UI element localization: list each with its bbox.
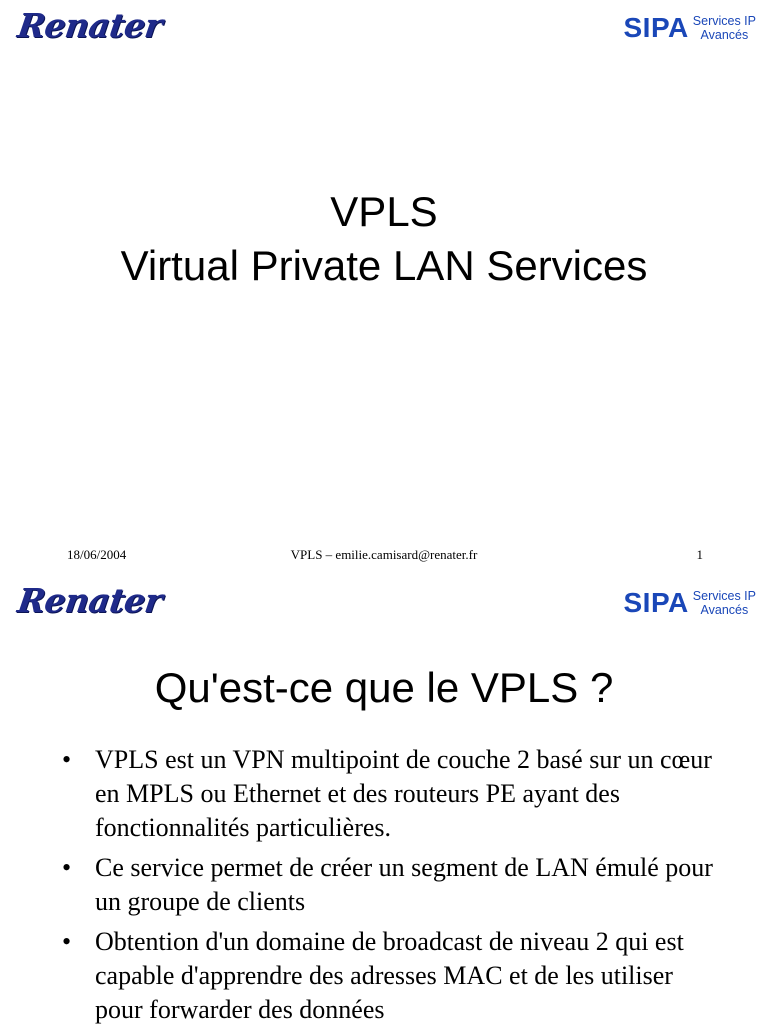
bullet-list bbox=[58, 743, 718, 1024]
bullet-item bbox=[58, 851, 718, 919]
footer-title-email: VPLS – emilie.camisard@renater.fr bbox=[290, 547, 478, 562]
slide-2 bbox=[0, 575, 768, 1024]
footer-page-number: 1 bbox=[696, 547, 703, 562]
bullet-text: Obtention d'un domaine de broadcast de niveau 2 qui est capable d'apprendre des adresses MAC et de les utiliser pour forwarder des données bbox=[95, 927, 684, 1024]
bullet-marker: • bbox=[62, 927, 72, 956]
sipa-logo-subtitle bbox=[693, 14, 756, 42]
slide-1-title bbox=[0, 185, 768, 293]
slide-2-title: Qu'est-ce que le VPLS ? bbox=[154, 664, 614, 711]
bullet-marker: • bbox=[62, 853, 72, 882]
sipa-subtitle-line-1: Services IP bbox=[692, 14, 756, 28]
sipa-subtitle-line-2: Avancés bbox=[700, 603, 749, 617]
sipa-logo bbox=[624, 587, 757, 619]
bullet-text: Ce service permet de créer un segment de LAN émulé pour un groupe de clients bbox=[95, 853, 713, 916]
sipa-logo bbox=[624, 12, 757, 44]
bullet-item bbox=[58, 743, 718, 845]
slide-1-title-line-2: Virtual Private LAN Services bbox=[120, 242, 648, 289]
sipa-subtitle-line-1: Services IP bbox=[692, 589, 756, 603]
bullet-text: VPLS est un VPN multipoint de couche 2 basé sur un cœur en MPLS ou Ethernet et des routeurs PE ayant des fonctionnalités particulières. bbox=[95, 745, 712, 842]
sipa-logo-word: SIPA bbox=[623, 587, 689, 618]
bullet-item bbox=[58, 925, 718, 1024]
renater-logo: Renater bbox=[15, 581, 165, 620]
sipa-logo-word: SIPA bbox=[623, 12, 689, 43]
slide-1-title-line-1: VPLS bbox=[330, 188, 438, 235]
sipa-logo-subtitle bbox=[693, 589, 756, 617]
footer-date: 18/06/2004 bbox=[67, 547, 127, 562]
bullet-marker: • bbox=[62, 745, 72, 774]
renater-logo: Renater bbox=[15, 6, 165, 45]
slide-1-footer bbox=[0, 547, 768, 565]
sipa-subtitle-line-2: Avancés bbox=[700, 28, 749, 42]
